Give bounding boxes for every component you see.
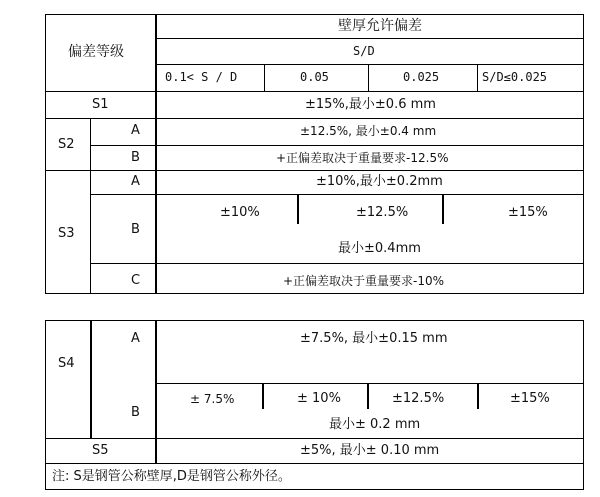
s3-c-label: C xyxy=(131,273,141,288)
header-col-label-1: 0.1< S / D xyxy=(165,70,238,84)
header-col-1 xyxy=(264,64,265,91)
note-bottom xyxy=(45,489,584,490)
s1-label: S1 xyxy=(92,97,109,112)
bottom-label-col-divider xyxy=(155,320,157,464)
s2-b-label: B xyxy=(131,150,140,165)
s4-a-value: ±7.5%, 最小±0.15 mm xyxy=(300,331,448,346)
header-bottom xyxy=(45,91,584,92)
s4-b-v4: ±15% xyxy=(510,391,550,406)
s3-b-v2: ±12.5% xyxy=(356,205,409,220)
s4-sub-col-divider xyxy=(90,320,92,438)
table-border-left xyxy=(45,14,46,294)
group-label: 壁厚允许偏差 xyxy=(338,18,422,34)
ratio-label: S/D xyxy=(353,44,375,58)
header-col-label-3: 0.025 xyxy=(403,70,440,84)
table-border-bottom xyxy=(45,293,584,294)
s2-bottom xyxy=(45,170,584,171)
s3-a-label: A xyxy=(131,174,140,189)
grade-label: 偏差等级 xyxy=(68,44,124,60)
s2-mid xyxy=(90,145,584,146)
bottom-table-top xyxy=(45,320,584,321)
s4-label: S4 xyxy=(58,356,75,371)
s4-b-tick-3 xyxy=(477,383,479,409)
s4-b-min: 最小± 0.2 mm xyxy=(329,417,421,432)
s1-value: ±15%,最小±0.6 mm xyxy=(305,97,436,112)
header-col-label-4: S/D≤0.025 xyxy=(482,70,548,84)
s4-b-v3: ±12.5% xyxy=(392,391,445,406)
sub-col-divider-s2 xyxy=(90,118,91,170)
header-divider-2 xyxy=(156,64,584,65)
s3-label: S3 xyxy=(58,226,75,241)
s4-b-label: B xyxy=(131,405,140,420)
header-col-2 xyxy=(368,64,369,91)
bottom-border-right xyxy=(583,320,584,490)
table-border-right xyxy=(583,14,584,294)
label-col-divider xyxy=(155,14,157,294)
s5-label: S5 xyxy=(92,443,109,458)
s2-a-value: ±12.5%, 最小±0.4 mm xyxy=(300,124,437,138)
bottom-border-left xyxy=(45,320,46,490)
s4-b-v2: ± 10% xyxy=(297,391,341,406)
s3-b-tick-1 xyxy=(297,194,299,224)
s3-c-value: +正偏差取决于重量要求-10% xyxy=(283,274,445,288)
s2-a-label: A xyxy=(131,123,140,138)
s5-value: ±5%, 最小± 0.10 mm xyxy=(300,443,440,458)
table-border-top xyxy=(45,14,584,15)
s4-mid xyxy=(156,383,584,384)
header-col-3 xyxy=(477,64,478,91)
s2-b-value: +正偏差取决于重量要求-12.5% xyxy=(276,151,449,165)
header-divider-1 xyxy=(156,38,584,39)
s4-b-tick-1 xyxy=(262,383,264,409)
s3-b-min: 最小±0.4mm xyxy=(338,241,421,256)
table-note: 注: S是钢管公称壁厚,D是钢管公称外径。 xyxy=(52,469,291,484)
s3-b-bottom xyxy=(90,263,584,264)
s4-a-label: A xyxy=(131,331,140,346)
s3-a-bottom xyxy=(90,194,584,195)
s3-b-label: B xyxy=(131,222,140,237)
s4-b-v1: ± 7.5% xyxy=(190,392,235,406)
s3-b-v1: ±10% xyxy=(220,205,260,220)
s4-b-tick-2 xyxy=(367,383,369,409)
s3-b-v3: ±15% xyxy=(508,205,548,220)
s4-bottom xyxy=(45,438,584,439)
s2-label: S2 xyxy=(58,137,75,152)
s3-a-value: ±10%,最小±0.2mm xyxy=(316,174,443,189)
s5-bottom xyxy=(45,463,584,464)
header-col-label-2: 0.05 xyxy=(300,70,329,84)
s1-bottom xyxy=(45,118,584,119)
sub-col-divider-s3 xyxy=(90,170,91,294)
s3-b-tick-2 xyxy=(442,194,444,224)
